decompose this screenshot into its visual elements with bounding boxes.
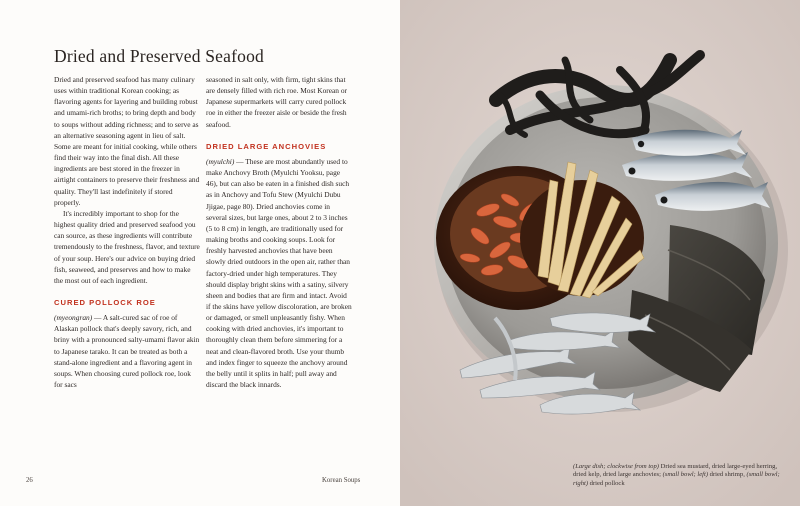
caption-text-1: Dried sea mustard, dried large-eyed herring, dried kelp, dried large anchovies;: [573, 463, 778, 479]
pollock-roe-term: (myeongran): [54, 313, 93, 323]
seafood-platter-photo: [400, 0, 800, 506]
page-number: 26: [26, 477, 33, 484]
intro-paragraph-1: Dried and preserved seafood has many culinary uses within traditional Korean cooking; as flavoring agents for layering and building robust and umami-rich broths; to bring depth and body to soups without adding richness; and to serve as an alternative seasoning agent in lieu of salt. Some are meant for initial cooking, while others find their way into the final dish. All these ingredients are best stored in the freezer in airtight containers to preserve their freshness and quality. They'll last indefinitely if stored properly.: [54, 75, 200, 207]
anchovies-body: — These are most abundantly used to make Anchovy Broth (Myulchi Yooksu, page 46), but can also be eaten in a finished dish such as in Anchovy and Tofu Stew (Myulchi Dubu Jjigae, page 80). Dried anchovies come in several sizes, but large ones, about 2 to 3 inches (5 to 8 cm) in length, are traditionally used for making broths and cooking soups. Look for freshly harvested anchovies that have been slowly dried outdoors in the open air, rather than factory-dried under high temperatures. They should display bright skins with a satiny, silvery sheen and bodies that are firm and intact. Avoid if the skins have yellow discoloration, are broken or damaged, or smell unpleasantly fishy. When cooking with dried anchovies, it's important to thoroughly clean them before simmering for a neat and clean-flavored broth. Use your thumb and index finger to squeeze the anchovy around the belly until it splits in half; pull away and discard the black innards.: [206, 156, 352, 390]
text-column-right: [206, 74, 352, 390]
anchovies-paragraph: [206, 156, 352, 390]
pollock-roe-paragraph: [54, 312, 200, 390]
text-column-left: [54, 74, 200, 390]
caption-italic-1: (Large dish; clockwise from top): [573, 463, 659, 470]
photo-page: [400, 0, 800, 506]
caption-italic-2: (small bowl; left): [660, 471, 709, 479]
running-head: Korean Soups: [322, 477, 361, 484]
caption-italic-3: (small bowl; right): [573, 471, 780, 487]
photo-caption: [573, 463, 783, 488]
anchovies-term: (myulchi): [206, 156, 235, 166]
caption-text-3: dried pollock: [588, 479, 625, 487]
page-title: Dried and Preserved Seafood: [54, 45, 264, 66]
intro-paragraph-2: It's incredibly important to shop for the highest quality dried and preserved seafood you can source, as these ingredients will contribute tremendously to the freshness, flavor, and texture of your soup. Here's our advice on buying dried fish, seaweed, and preserves and how to make the most out of each ingredient.: [54, 208, 200, 285]
pollock-roe-continued: seasoned in salt only, with firm, tight skins that are densely filled with rich roe. Most Korean or Japanese supermarkets will carry cured pollock roe in either the freezer aisle or beside the fresh seafood.: [206, 75, 347, 129]
caption-text-2: dried shrimp,: [708, 471, 745, 479]
section-heading-pollock-roe: CURED POLLOCK ROE: [54, 297, 156, 307]
pollock-roe-body: — A salt-cured sac of roe of Alaskan pollock that's deeply savory, rich, and briny with a pronounced salty-umami flavor akin to Japanese tarako. It can be treated as both a stand-alone ingredient and a flavoring agent in soups. When choosing cured pollock roe, look for sacs: [54, 313, 200, 390]
section-heading-anchovies: DRIED LARGE ANCHOVIES: [206, 141, 327, 151]
